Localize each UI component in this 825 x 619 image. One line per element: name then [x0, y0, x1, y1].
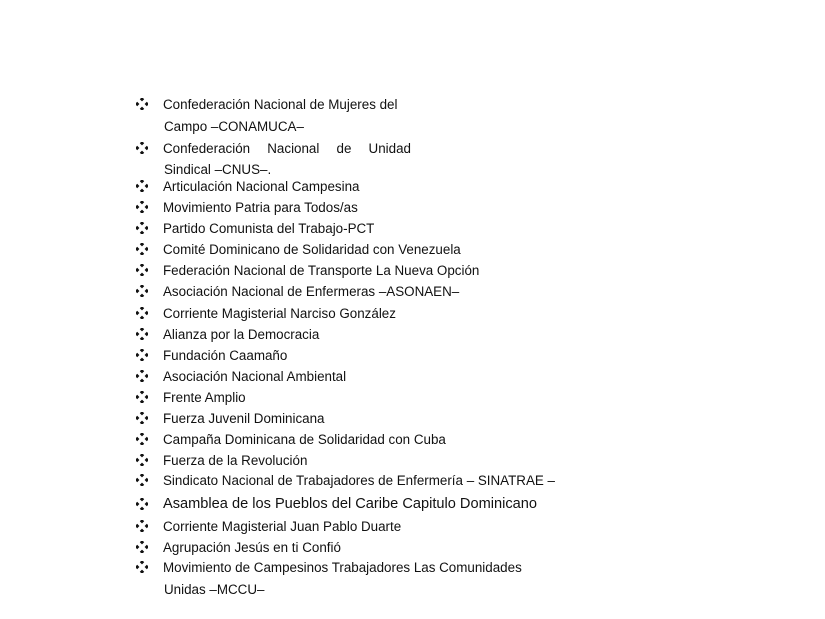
item-text: Movimiento Patria para Todos/as	[163, 200, 358, 215]
diamond-bullet-icon	[136, 180, 152, 196]
item-text: Movimiento de Campesinos Trabajadores Las Comunidades	[163, 560, 522, 575]
item-text: Alianza por la Democracia	[163, 327, 320, 342]
item-text-continuation: Sindical –CNUS–.	[164, 162, 272, 177]
diamond-bullet-icon	[136, 541, 152, 557]
item-text: Partido Comunista del Trabajo-PCT	[163, 221, 375, 236]
item-text: Comité Dominicano de Solidaridad con Venezuela	[163, 242, 461, 257]
item-text-continuation: Campo –CONAMUCA–	[164, 119, 304, 134]
item-text: Asociación Nacional de Enfermeras –ASONAEN–	[163, 284, 460, 299]
item-text: Confederación Nacional de Mujeres del	[163, 97, 398, 112]
item-text: Confederación Nacional de Unidad	[163, 141, 411, 156]
diamond-bullet-icon	[136, 98, 152, 114]
item-text: Articulación Nacional Campesina	[163, 179, 360, 194]
item-text: Fundación Caamaño	[163, 348, 288, 363]
diamond-bullet-icon	[136, 201, 152, 217]
item-text-continuation: Unidas –MCCU–	[164, 582, 265, 597]
diamond-bullet-icon	[136, 328, 152, 344]
diamond-bullet-icon	[136, 222, 152, 238]
item-text: Asociación Nacional Ambiental	[163, 369, 347, 384]
diamond-bullet-icon	[136, 307, 152, 323]
diamond-bullet-icon	[136, 370, 152, 386]
diamond-bullet-icon	[136, 264, 152, 280]
item-text: Corriente Magisterial Juan Pablo Duarte	[163, 519, 402, 534]
item-text: Asamblea de los Pueblos del Caribe Capitulo Dominicano	[163, 496, 537, 512]
diamond-bullet-icon	[136, 391, 152, 407]
item-text: Fuerza de la Revolución	[163, 453, 308, 468]
diamond-bullet-icon	[136, 285, 152, 301]
diamond-bullet-icon	[136, 454, 152, 470]
item-text: Fuerza Juvenil Dominicana	[163, 411, 325, 426]
diamond-bullet-icon	[136, 474, 152, 490]
diamond-bullet-icon	[136, 412, 152, 428]
item-text: Campaña Dominicana de Solidaridad con Cuba	[163, 432, 446, 447]
diamond-bullet-icon	[136, 349, 152, 365]
diamond-bullet-icon	[136, 243, 152, 259]
item-text: Federación Nacional de Transporte La Nueva Opción	[163, 263, 480, 278]
item-text: Sindicato Nacional de Trabajadores de Enfermería – SINATRAE –	[163, 473, 556, 488]
item-text: Frente Amplio	[163, 390, 246, 405]
diamond-bullet-icon	[136, 520, 152, 536]
diamond-bullet-icon	[136, 142, 152, 158]
diamond-bullet-icon	[136, 498, 152, 514]
diamond-bullet-icon	[136, 433, 152, 449]
diamond-bullet-icon	[136, 561, 152, 577]
item-text: Corriente Magisterial Narciso González	[163, 306, 396, 321]
item-text: Agrupación Jesús en ti Confió	[163, 540, 341, 555]
